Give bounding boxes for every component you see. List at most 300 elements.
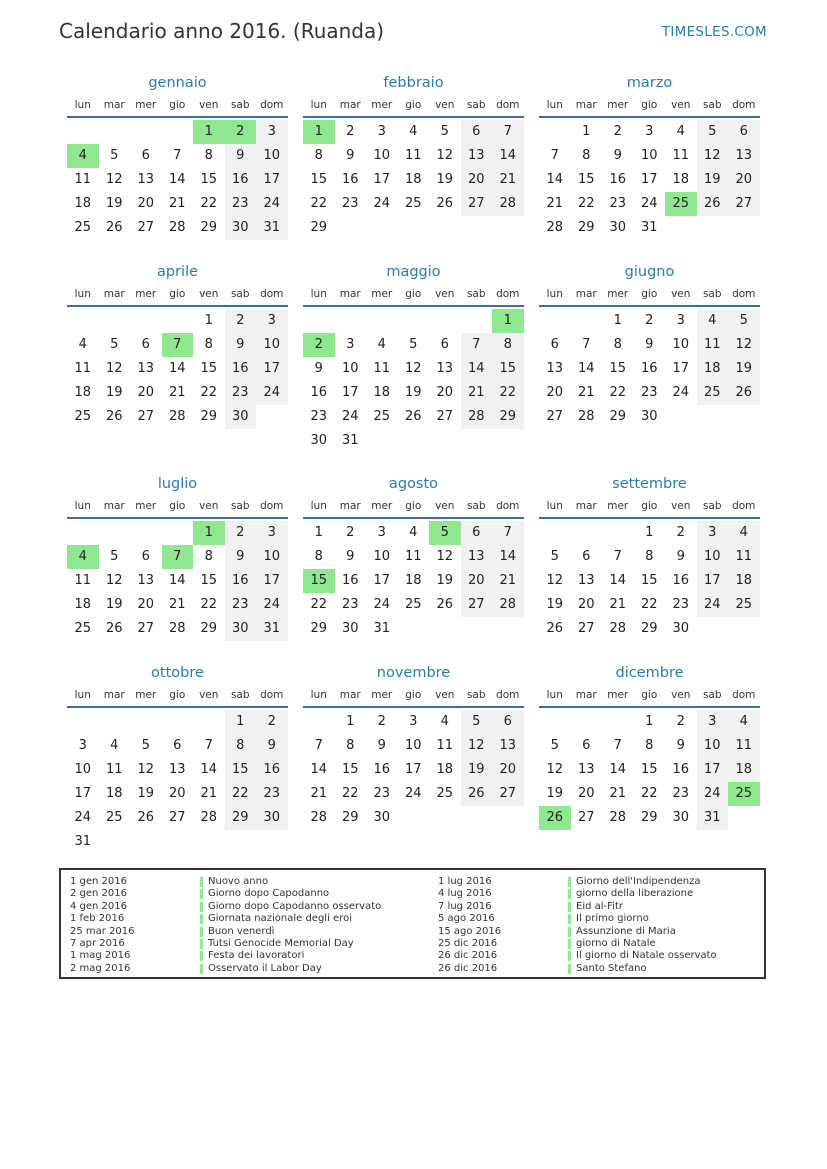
day-cell: 12 <box>436 549 454 564</box>
weekday-label: dom <box>260 288 284 300</box>
day-cell: 14 <box>168 573 186 588</box>
day-cell: 4 <box>440 714 449 729</box>
weekday-label: gio <box>641 500 658 512</box>
day-cell: 9 <box>225 144 257 168</box>
day-grid <box>303 307 524 453</box>
day-cell: 21 <box>461 381 493 405</box>
empty-cell <box>99 521 131 545</box>
day-cell: 31 <box>697 806 729 830</box>
weekday-label: sab <box>230 288 250 300</box>
day-cell: 17 <box>404 762 422 777</box>
day-cell: 17 <box>672 361 690 376</box>
empty-cell <box>67 120 99 144</box>
day-cell: 12 <box>105 573 123 588</box>
weekday-label: dom <box>496 288 520 300</box>
day-cell: 23 <box>225 593 257 617</box>
day-cell: 29 <box>640 621 658 636</box>
weekday-header <box>303 94 524 118</box>
day-cell: 26 <box>105 621 123 636</box>
day-cell: 8 <box>225 734 257 758</box>
day-cell: 2 <box>225 309 257 333</box>
day-cell: 29 <box>640 810 658 825</box>
day-cell: 17 <box>373 573 391 588</box>
day-cell: 2 <box>256 710 288 734</box>
day-cell: 4 <box>110 738 119 753</box>
day-cell: 11 <box>436 738 454 753</box>
day-cell: 6 <box>173 738 182 753</box>
day-cell: 23 <box>672 597 690 612</box>
day-cell: 21 <box>492 569 524 593</box>
day-cell: 16 <box>640 361 658 376</box>
day-cell: 22 <box>640 597 658 612</box>
legend-date: 2 mag 2016 <box>70 962 131 974</box>
month-name: febbraio <box>383 75 444 91</box>
holiday-day-cell: 25 <box>665 192 697 216</box>
day-cell: 24 <box>672 385 690 400</box>
weekday-label: lun <box>546 689 563 701</box>
day-cell: 26 <box>404 409 422 424</box>
day-cell: 3 <box>256 521 288 545</box>
legend-color-bar <box>568 951 571 961</box>
day-cell: 18 <box>728 758 760 782</box>
weekday-header <box>67 684 288 708</box>
day-cell: 1 <box>225 710 257 734</box>
weekday-label: mar <box>103 99 125 111</box>
legend-color-bar <box>568 939 571 949</box>
day-cell: 25 <box>74 409 92 424</box>
day-cell: 19 <box>461 758 493 782</box>
day-cell: 15 <box>310 172 328 187</box>
month-luglio <box>67 473 288 641</box>
day-cell: 14 <box>310 762 328 777</box>
legend-holiday-name: Giorno dopo Capodanno <box>208 888 330 900</box>
day-cell: 27 <box>577 621 595 636</box>
legend-holiday-name: Il giorno di Natale osservato <box>576 950 717 962</box>
weekday-label: gio <box>169 500 186 512</box>
month-giugno <box>539 261 760 429</box>
day-cell: 18 <box>404 172 422 187</box>
weekday-label: ven <box>671 99 691 111</box>
day-cell: 9 <box>256 734 288 758</box>
day-cell: 21 <box>492 168 524 192</box>
day-cell: 19 <box>105 385 123 400</box>
empty-cell <box>193 710 225 734</box>
holiday-day-cell: 25 <box>728 782 760 806</box>
day-cell: 26 <box>728 381 760 405</box>
day-cell: 12 <box>546 762 564 777</box>
legend-date: 5 ago 2016 <box>438 913 495 925</box>
day-cell: 24 <box>640 196 658 211</box>
weekday-header <box>539 283 760 307</box>
weekday-header <box>303 283 524 307</box>
day-cell: 1 <box>582 124 591 139</box>
day-cell: 11 <box>105 762 123 777</box>
day-cell: 23 <box>640 385 658 400</box>
day-cell: 13 <box>436 361 454 376</box>
day-cell: 5 <box>110 148 119 163</box>
weekday-label: mar <box>103 689 125 701</box>
day-grid <box>539 708 760 830</box>
day-cell: 8 <box>582 148 591 163</box>
day-cell: 20 <box>137 196 155 211</box>
day-cell: 29 <box>310 220 328 235</box>
legend-holiday-name: Santo Stefano <box>576 962 647 974</box>
day-cell: 23 <box>341 196 359 211</box>
holiday-day-cell: 1 <box>193 521 225 545</box>
day-cell: 6 <box>461 521 493 545</box>
legend-row <box>438 937 656 950</box>
weekday-header <box>67 495 288 519</box>
day-cell: 25 <box>74 621 92 636</box>
empty-cell <box>67 710 99 734</box>
legend-date: 15 ago 2016 <box>438 925 502 937</box>
day-cell: 12 <box>137 762 155 777</box>
day-cell: 4 <box>676 124 685 139</box>
day-cell: 17 <box>256 168 288 192</box>
legend-holiday-name: Il primo giorno <box>576 913 649 925</box>
weekday-label: ven <box>671 689 691 701</box>
day-cell: 28 <box>492 192 524 216</box>
day-cell: 5 <box>141 738 150 753</box>
weekday-label: mer <box>135 99 157 111</box>
legend-color-bar <box>200 902 203 912</box>
month-dicembre <box>539 662 760 830</box>
weekday-label: mer <box>135 689 157 701</box>
day-cell: 16 <box>341 573 359 588</box>
month-name: dicembre <box>615 665 684 681</box>
day-cell: 30 <box>672 621 690 636</box>
weekday-label: gio <box>405 99 422 111</box>
legend-row <box>438 925 676 938</box>
weekday-label: ven <box>435 689 455 701</box>
day-cell: 22 <box>200 196 218 211</box>
day-cell: 14 <box>168 172 186 187</box>
month-name: novembre <box>376 665 451 681</box>
day-cell: 26 <box>105 409 123 424</box>
weekday-label: mar <box>575 500 597 512</box>
weekday-label: gio <box>405 689 422 701</box>
day-cell: 6 <box>141 148 150 163</box>
day-cell: 16 <box>225 569 257 593</box>
day-cell: 27 <box>137 621 155 636</box>
day-cell: 2 <box>676 525 685 540</box>
day-cell: 20 <box>461 168 493 192</box>
legend-holiday-name: Giorno dell'Indipendenza <box>576 876 701 887</box>
day-cell: 10 <box>672 337 690 352</box>
weekday-label: lun <box>310 500 327 512</box>
day-cell: 11 <box>728 734 760 758</box>
day-cell: 30 <box>256 806 288 830</box>
day-cell: 12 <box>404 361 422 376</box>
weekday-label: mar <box>339 99 361 111</box>
holiday-day-cell: 1 <box>303 120 335 144</box>
day-cell: 16 <box>225 168 257 192</box>
day-cell: 31 <box>256 617 288 641</box>
weekday-label: dom <box>496 500 520 512</box>
legend-date: 2 gen 2016 <box>70 888 128 900</box>
day-cell: 3 <box>377 124 386 139</box>
day-cell: 14 <box>492 545 524 569</box>
day-cell: 31 <box>74 834 92 849</box>
legend-date: 1 gen 2016 <box>70 876 128 887</box>
weekday-label: mer <box>607 500 629 512</box>
weekday-label: ven <box>435 500 455 512</box>
day-cell: 6 <box>141 337 150 352</box>
day-cell: 8 <box>492 333 524 357</box>
day-cell: 26 <box>461 782 493 806</box>
day-cell: 25 <box>404 597 422 612</box>
legend-row <box>438 888 694 900</box>
legend-color-bar <box>200 951 203 961</box>
day-cell: 13 <box>546 361 564 376</box>
day-cell: 30 <box>640 409 658 424</box>
day-cell: 14 <box>546 172 564 187</box>
legend-row <box>70 913 352 925</box>
empty-cell <box>366 309 398 333</box>
month-ottobre <box>67 662 288 854</box>
day-cell: 12 <box>697 144 729 168</box>
weekday-label: sab <box>702 99 722 111</box>
legend-row <box>70 888 330 900</box>
day-grid <box>67 519 288 641</box>
day-cell: 6 <box>728 120 760 144</box>
day-cell: 11 <box>74 172 92 187</box>
day-cell: 8 <box>645 738 654 753</box>
weekday-label: mar <box>339 689 361 701</box>
day-cell: 29 <box>200 220 218 235</box>
day-cell: 10 <box>373 549 391 564</box>
day-cell: 16 <box>609 172 627 187</box>
day-cell: 10 <box>640 148 658 163</box>
day-cell: 29 <box>609 409 627 424</box>
day-cell: 27 <box>492 782 524 806</box>
empty-cell <box>130 521 162 545</box>
day-cell: 17 <box>256 357 288 381</box>
day-cell: 27 <box>137 220 155 235</box>
day-cell: 11 <box>697 333 729 357</box>
legend-color-bar <box>200 927 203 937</box>
day-cell: 5 <box>728 309 760 333</box>
weekday-label: gio <box>169 689 186 701</box>
weekday-label: mer <box>371 689 393 701</box>
day-cell: 11 <box>728 545 760 569</box>
day-cell: 24 <box>256 593 288 617</box>
day-cell: 7 <box>314 738 323 753</box>
day-cell: 16 <box>256 758 288 782</box>
weekday-header <box>303 495 524 519</box>
empty-cell <box>571 521 603 545</box>
day-cell: 6 <box>550 337 559 352</box>
day-cell: 24 <box>373 196 391 211</box>
day-cell: 21 <box>200 786 218 801</box>
weekday-header <box>539 684 760 708</box>
empty-cell <box>130 710 162 734</box>
weekday-label: lun <box>546 99 563 111</box>
day-cell: 19 <box>546 597 564 612</box>
day-cell: 20 <box>461 569 493 593</box>
day-cell: 7 <box>550 148 559 163</box>
legend-row <box>70 962 322 975</box>
weekday-label: mer <box>607 99 629 111</box>
day-cell: 21 <box>310 786 328 801</box>
weekday-label: dom <box>260 99 284 111</box>
day-cell: 30 <box>341 621 359 636</box>
day-cell: 11 <box>373 361 391 376</box>
day-cell: 30 <box>225 216 257 240</box>
legend-holiday-name: giorno della liberazione <box>576 888 694 900</box>
holiday-day-cell: 4 <box>67 144 99 168</box>
month-settembre <box>539 473 760 641</box>
day-cell: 30 <box>310 433 328 448</box>
day-cell: 10 <box>404 738 422 753</box>
day-cell: 20 <box>137 597 155 612</box>
legend-date: 1 mag 2016 <box>70 950 131 962</box>
day-cell: 23 <box>256 782 288 806</box>
weekday-label: mar <box>575 288 597 300</box>
day-cell: 5 <box>550 738 559 753</box>
weekday-label: mer <box>135 288 157 300</box>
day-cell: 17 <box>640 172 658 187</box>
day-cell: 19 <box>546 786 564 801</box>
day-cell: 18 <box>74 196 92 211</box>
day-cell: 25 <box>373 409 391 424</box>
day-cell: 19 <box>697 168 729 192</box>
day-grid <box>303 118 524 240</box>
day-cell: 3 <box>256 309 288 333</box>
month-name: marzo <box>626 75 673 91</box>
day-cell: 28 <box>168 621 186 636</box>
day-cell: 7 <box>492 521 524 545</box>
day-cell: 29 <box>200 621 218 636</box>
day-cell: 26 <box>697 192 729 216</box>
weekday-label: ven <box>199 99 219 111</box>
day-cell: 29 <box>225 806 257 830</box>
day-cell: 14 <box>577 361 595 376</box>
holiday-day-cell: 2 <box>303 333 335 357</box>
day-cell: 25 <box>697 381 729 405</box>
legend-color-bar <box>568 964 571 974</box>
day-cell: 21 <box>609 597 627 612</box>
weekday-label: ven <box>199 689 219 701</box>
weekday-label: gio <box>405 288 422 300</box>
holiday-day-cell: 26 <box>539 806 571 830</box>
day-cell: 3 <box>676 313 685 328</box>
legend-row <box>438 962 647 975</box>
legend-holiday-name: Assunzione di Maria <box>576 925 676 937</box>
legend-color-bar <box>568 914 571 924</box>
day-cell: 13 <box>728 144 760 168</box>
day-cell: 25 <box>105 810 123 825</box>
day-cell: 9 <box>377 738 386 753</box>
day-cell: 17 <box>697 569 729 593</box>
weekday-label: gio <box>405 500 422 512</box>
day-cell: 28 <box>200 810 218 825</box>
day-cell: 27 <box>137 409 155 424</box>
month-name: gennaio <box>148 75 207 91</box>
day-cell: 16 <box>672 762 690 777</box>
day-cell: 4 <box>377 337 386 352</box>
holiday-day-cell: 7 <box>162 333 194 357</box>
legend-color-bar <box>568 889 571 899</box>
day-cell: 17 <box>697 758 729 782</box>
empty-cell <box>602 710 634 734</box>
day-cell: 7 <box>492 120 524 144</box>
day-cell: 20 <box>168 786 186 801</box>
weekday-label: lun <box>310 99 327 111</box>
day-cell: 13 <box>577 762 595 777</box>
day-cell: 9 <box>676 549 685 564</box>
empty-cell <box>461 309 493 333</box>
weekday-label: sab <box>702 689 722 701</box>
day-cell: 31 <box>341 433 359 448</box>
day-cell: 8 <box>314 549 323 564</box>
day-cell: 20 <box>577 597 595 612</box>
day-cell: 29 <box>310 621 328 636</box>
day-cell: 20 <box>492 758 524 782</box>
weekday-label: sab <box>466 99 486 111</box>
day-grid <box>539 307 760 429</box>
day-cell: 25 <box>436 786 454 801</box>
weekday-label: gio <box>169 288 186 300</box>
weekday-label: mer <box>135 500 157 512</box>
day-grid <box>67 307 288 429</box>
day-cell: 7 <box>613 738 622 753</box>
day-cell: 6 <box>582 549 591 564</box>
day-cell: 3 <box>346 337 355 352</box>
day-cell: 10 <box>256 144 288 168</box>
day-cell: 11 <box>404 549 422 564</box>
legend-holiday-name: Giorno dopo Capodanno osservato <box>208 900 382 912</box>
weekday-label: lun <box>74 500 91 512</box>
day-cell: 26 <box>436 196 454 211</box>
brand-link[interactable]: TIMESLES.COM <box>661 24 767 40</box>
day-cell: 22 <box>577 196 595 211</box>
day-grid <box>67 708 288 854</box>
day-cell: 4 <box>409 525 418 540</box>
empty-cell <box>429 309 461 333</box>
day-cell: 9 <box>225 333 257 357</box>
day-cell: 13 <box>577 573 595 588</box>
day-cell: 27 <box>168 810 186 825</box>
legend-row <box>70 937 354 950</box>
day-cell: 18 <box>74 597 92 612</box>
day-cell: 9 <box>346 549 355 564</box>
day-cell: 21 <box>168 196 186 211</box>
weekday-label: sab <box>230 689 250 701</box>
day-cell: 28 <box>546 220 564 235</box>
month-name: maggio <box>386 264 441 280</box>
legend-row <box>438 913 649 925</box>
day-cell: 31 <box>373 621 391 636</box>
day-cell: 17 <box>74 786 92 801</box>
holiday-day-cell: 7 <box>162 545 194 569</box>
day-cell: 24 <box>373 597 391 612</box>
day-cell: 19 <box>404 385 422 400</box>
day-cell: 14 <box>609 573 627 588</box>
day-cell: 22 <box>225 782 257 806</box>
empty-cell <box>99 710 131 734</box>
day-cell: 17 <box>256 569 288 593</box>
day-cell: 15 <box>640 573 658 588</box>
day-cell: 12 <box>105 172 123 187</box>
legend-column-left <box>70 876 382 975</box>
day-cell: 18 <box>697 357 729 381</box>
month-agosto <box>303 473 524 641</box>
legend-date: 25 dic 2016 <box>438 937 498 949</box>
weekday-label: mer <box>607 689 629 701</box>
legend-row <box>438 950 717 962</box>
weekday-label: gio <box>641 288 658 300</box>
